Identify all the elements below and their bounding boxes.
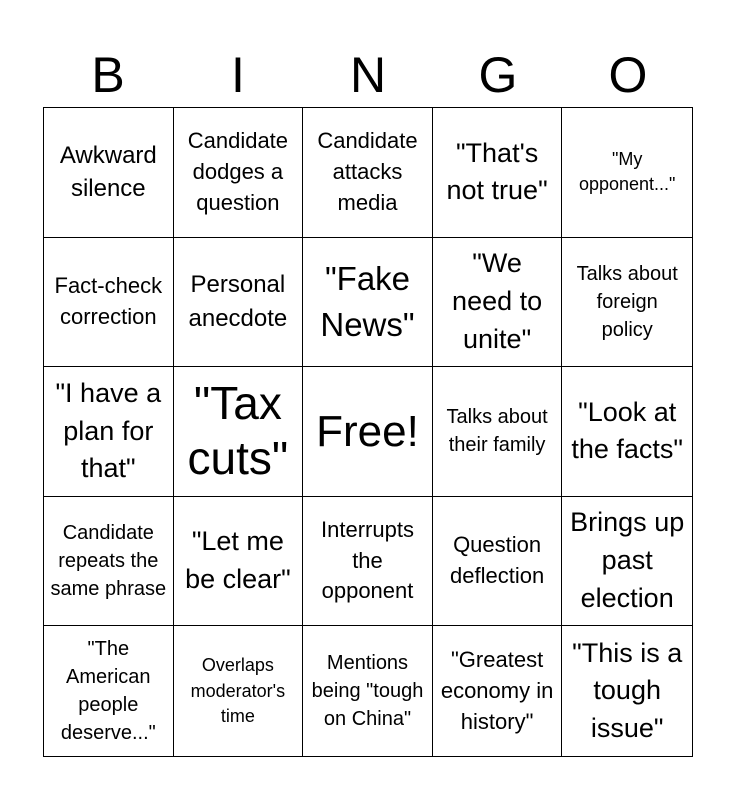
header-letter-o: O — [608, 47, 648, 103]
cell-text: Talks about their family — [446, 406, 548, 457]
cell-text: "Greatest economy in history" — [440, 647, 554, 734]
cell-text: Fact-check correction — [54, 273, 163, 329]
cell-text: Question deflection — [450, 532, 545, 589]
bingo-cell-r4c4[interactable] — [433, 497, 563, 627]
bingo-cell-r5c1[interactable] — [44, 626, 174, 756]
header-letter-g: G — [478, 47, 518, 103]
bingo-cell-r3c1[interactable] — [44, 367, 174, 497]
cell-text: Awkward silence — [59, 141, 157, 203]
bingo-cell-r4c1[interactable] — [44, 497, 174, 627]
cell-text: Brings up past election — [570, 507, 685, 613]
bingo-board — [43, 107, 693, 757]
cell-text: "That's not true" — [446, 137, 548, 206]
bingo-cell-r1c3[interactable] — [303, 108, 433, 238]
header-letter-n: N — [349, 47, 387, 103]
free-space-text: Free! — [316, 406, 419, 456]
bingo-cell-r5c4[interactable] — [433, 626, 563, 756]
cell-text: "My opponent..." — [578, 149, 676, 195]
bingo-cell-r2c4[interactable] — [433, 238, 563, 368]
cell-text: Candidate attacks media — [317, 128, 418, 215]
bingo-cell-r3c4[interactable] — [433, 367, 563, 497]
bingo-header — [43, 44, 693, 106]
cell-text: "Let me be clear" — [185, 526, 291, 595]
cell-text: Personal anecdote — [188, 271, 288, 332]
cell-text: "We need to unite" — [452, 248, 543, 354]
cell-text: "The American people deserve..." — [60, 638, 156, 745]
cell-text: "I have a plan for that" — [55, 377, 162, 484]
bingo-cell-r3c2[interactable] — [174, 367, 304, 497]
bingo-cell-r5c5[interactable] — [562, 626, 692, 756]
cell-text: Candidate repeats the same phrase — [50, 522, 167, 601]
cell-text: Mentions being "tough on China" — [311, 652, 424, 731]
bingo-cell-r2c5[interactable] — [562, 238, 692, 368]
cell-text: "Look at the facts" — [571, 396, 684, 465]
bingo-cell-r1c5[interactable] — [562, 108, 692, 238]
bingo-cell-r1c1[interactable] — [44, 108, 174, 238]
cell-text: Overlaps moderator's time — [190, 655, 286, 726]
cell-text: Interrupts the opponent — [321, 516, 414, 604]
bingo-cell-r5c2[interactable] — [174, 626, 304, 756]
bingo-cell-r2c3[interactable] — [303, 238, 433, 368]
cell-text: "Tax cuts" — [187, 377, 289, 485]
bingo-cell-r2c1[interactable] — [44, 238, 174, 368]
bingo-cell-r2c2[interactable] — [174, 238, 304, 368]
cell-text: "This is a tough issue" — [572, 637, 683, 744]
header-letter-i: I — [231, 47, 245, 103]
cell-text: Candidate dodges a question — [187, 128, 289, 215]
bingo-cell-r4c2[interactable] — [174, 497, 304, 627]
bingo-cell-r4c5[interactable] — [562, 497, 692, 627]
bingo-cell-r1c2[interactable] — [174, 108, 304, 238]
header-letter-b: B — [91, 47, 125, 103]
cell-text: "Fake News" — [320, 259, 415, 343]
bingo-cell-r4c3[interactable] — [303, 497, 433, 627]
bingo-cell-r5c3[interactable] — [303, 626, 433, 756]
bingo-cell-free[interactable] — [303, 367, 433, 497]
cell-text: Talks about foreign policy — [576, 262, 678, 341]
bingo-cell-r3c5[interactable] — [562, 367, 692, 497]
bingo-cell-r1c4[interactable] — [433, 108, 563, 238]
